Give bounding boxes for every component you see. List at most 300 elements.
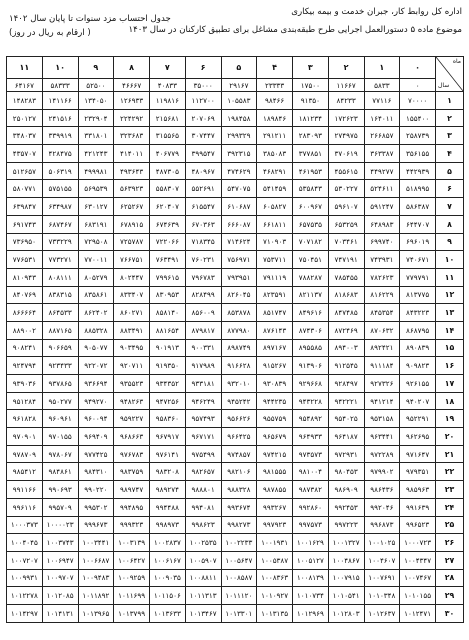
wage-cell: ۹۲۳۴۳۳ — [42, 357, 78, 375]
table-row — [7, 410, 464, 428]
wage-cell: ۹۸۱۰۰۴ — [293, 463, 329, 481]
table-row — [7, 551, 464, 569]
table-row — [7, 604, 464, 622]
wage-cell: ۵۸۶۳۸۷ — [400, 198, 436, 216]
month-header-cell: ۶ — [185, 57, 221, 79]
table-row — [7, 286, 464, 304]
wage-cell: ۷۸۸۲۸۷ — [293, 268, 329, 286]
year-header-cell: ۲ — [436, 109, 464, 127]
wage-cell: ۵۱۲۶۵۷ — [7, 162, 43, 180]
wage-cell: ۹۹۳۲۶۷ — [257, 498, 293, 516]
wage-cell: ۴۵۵۶۱۵ — [328, 162, 364, 180]
wage-cell: ۳۳۱۸۰۱ — [78, 127, 114, 145]
wage-cell: ۴۹۳۶۴۳ — [114, 162, 150, 180]
table-row — [7, 481, 464, 499]
wage-cell: ۸۱۳۷۷۵ — [400, 286, 436, 304]
wage-cell: ۹۰۱۹۱۳ — [150, 339, 186, 357]
wage-cell: ۹۵۵۷۵۹ — [257, 410, 293, 428]
zero-year-cell: ۴۰۸۳۳ — [150, 79, 186, 92]
wage-cell: ۹۱۹۳۵۰ — [150, 357, 186, 375]
wage-cell: ۹۴۰۲۰۷ — [400, 392, 436, 410]
corner-month-label: ماه — [452, 58, 461, 65]
wage-cell: ۸۷۷۹۸۰ — [221, 321, 257, 339]
wage-cell: ۶۲۵۲۶۷ — [114, 198, 150, 216]
wage-cell: ۸۹۴۰۰۳ — [328, 339, 364, 357]
wage-cell: ۹۳۶۶۹۴ — [78, 375, 114, 393]
wage-cell: ۹۸۸۳۲۸ — [221, 481, 257, 499]
wage-cell: ۵۲۴۶۱۱ — [364, 180, 400, 198]
wage-cell: ۳۰۷۴۴۷ — [185, 127, 221, 145]
wage-cell: ۱۰۰۴۶۰۷ — [364, 551, 400, 569]
wage-cell: ۱۰۱۰۳۴۸ — [364, 587, 400, 605]
wage-cell: ۷۰۳۴۶۱ — [328, 233, 364, 251]
year-header-cell: ۲۵ — [436, 516, 464, 534]
wage-cell: ۸۸۹۰۰۲ — [7, 321, 43, 339]
table-row — [7, 357, 464, 375]
wage-cell: ۹۲۷۳۲۶ — [364, 375, 400, 393]
wage-cell: ۹۸۶۹۰۹ — [328, 481, 364, 499]
wage-cell: ۹۳۲۰۱۰ — [221, 375, 257, 393]
wage-cell: ۹۸۷۳۸۲ — [293, 481, 329, 499]
wage-cell: ۹۶۵۶۷۹ — [257, 428, 293, 446]
wage-cell: ۹۹۵۷۰۹ — [42, 498, 78, 516]
year-header-cell: ۱۱ — [436, 268, 464, 286]
wage-cell: ۹۷۹۳۵۱ — [400, 463, 436, 481]
wage-cell: ۹۳۷۸۶۵ — [42, 375, 78, 393]
table-row — [7, 198, 464, 216]
wage-cell: ۱۰۰۷۹۱۵ — [328, 569, 364, 587]
wage-cell: ۱۰۰۵۱۲۷ — [293, 551, 329, 569]
wage-cell: ۱۳۴۰۵۰ — [78, 92, 114, 110]
wage-cell: ۷۵۳۷۱۱ — [257, 251, 293, 269]
month-header-cell: ۲ — [328, 57, 364, 79]
wage-cell: ۹۴۷۲۵۶ — [150, 392, 186, 410]
wage-cell: ۱۰۰۳۷۴۳ — [42, 534, 78, 552]
year-header-cell: ۳ — [436, 127, 464, 145]
wage-cell: ۴۹۹۹۸۱ — [78, 162, 114, 180]
table-row — [7, 321, 464, 339]
year-header-cell: ۲۲ — [436, 463, 464, 481]
table-row — [7, 251, 464, 269]
wage-cell: ۹۳۴۳۵۲ — [150, 375, 186, 393]
zero-year-cell: ۲۳۳۳۳ — [257, 79, 293, 92]
year-header-cell: ۲۴ — [436, 498, 464, 516]
wage-cell: ۳۲۳۶۸۳ — [114, 127, 150, 145]
wage-cell: ۱۰۱۴۲۹۷ — [7, 604, 43, 622]
wage-cell: ۸۱۶۲۲۹ — [364, 286, 400, 304]
month-header-cell: ۱۰ — [42, 57, 78, 79]
wage-cell: ۷۰۰۰۰ — [400, 92, 436, 110]
header-units-note: ( ارقام به ریال در روز) — [9, 28, 91, 38]
wage-cell: ۷۱۸۳۴۵ — [185, 233, 221, 251]
wage-cell: ۸۳۸۳۱۵ — [42, 286, 78, 304]
wage-cell: ۹۵۰۲۷۷ — [42, 392, 78, 410]
wage-cell: ۷۴۷۱۹۱ — [328, 251, 364, 269]
year-header-cell: ۱۷ — [436, 375, 464, 393]
wage-cell: ۹۹۴۴۸۸ — [150, 498, 186, 516]
wage-cell: ۱۰۰۲۵۳۵ — [185, 534, 221, 552]
wage-cell: ۱۴۱۱۶۶ — [42, 92, 78, 110]
wage-cell: ۴۴۹۲۷۷ — [364, 162, 400, 180]
wage-cell: ۱۰۱۰۹۲۷ — [257, 587, 293, 605]
wage-cell: ۶۶۱۸۱۱ — [257, 215, 293, 233]
wage-cell: ۲۹۱۲۱۱ — [257, 127, 293, 145]
wage-cell: ۹۵۹۲۲۷ — [114, 410, 150, 428]
wage-cell: ۸۶۶۶۶۴ — [7, 304, 43, 322]
table-row — [7, 233, 464, 251]
wage-cell: ۵۸۰۷۷۱ — [7, 180, 43, 198]
month-header-cell: ۸ — [114, 57, 150, 79]
wage-cell: ۲۰۷۰۶۹ — [185, 109, 221, 127]
year-header-cell: ۸ — [436, 215, 464, 233]
wage-cell: ۹۶۲۶۹۵ — [400, 428, 436, 446]
wage-cell: ۹۹۸۶۲۳ — [185, 516, 221, 534]
table-row — [7, 445, 464, 463]
wage-cell: ۵۰۶۳۱۹ — [42, 162, 78, 180]
wage-cell: ۸۷۴۳۰۶ — [293, 321, 329, 339]
wage-cell: ۹۷۸۷۰۹ — [7, 445, 43, 463]
header-subject: موضوع ماده ۵ دستورالعمل اجرایی طرح طبقه‌بندی مشاغل برای تطبیق کارکنان در سال ۱۴۰۳ — [128, 25, 462, 35]
wage-cell: ۱۰۰۴۳۴۷ — [400, 551, 436, 569]
wage-cell: ۹۱۶۶۲۸ — [221, 357, 257, 375]
wage-cell: ۸۴۵۳۵۴ — [364, 304, 400, 322]
wage-cell: ۹۷۴۸۵۷ — [221, 445, 257, 463]
wage-cell: ۹۶۱۸۲۸ — [7, 410, 43, 428]
year-header-cell: ۵ — [436, 162, 464, 180]
wage-cell: ۸۷۹۸۱۷ — [185, 321, 221, 339]
wage-cell: ۹۹۹۳۲۳ — [114, 516, 150, 534]
year-header-cell: ۱۰ — [436, 251, 464, 269]
wage-cell: ۵۴۱۴۵۹ — [257, 180, 293, 198]
wage-cell: ۹۱۳۹۰۶ — [293, 357, 329, 375]
year-header-cell: ۲۶ — [436, 534, 464, 552]
table-row — [7, 145, 464, 163]
wage-cell: ۹۱۲۵۴۵ — [328, 357, 364, 375]
wage-cell: ۸۰۸۱۱۱ — [42, 268, 78, 286]
wage-cell: ۱۰۰۳۱۳۹ — [114, 534, 150, 552]
zero-year-cell: ۵۸۳۳ — [364, 79, 400, 92]
wage-cell: ۷۸۲۶۲۳ — [364, 268, 400, 286]
wage-cell: ۱۰۱۲۰۸۵ — [42, 587, 78, 605]
wage-cell: ۹۶۷۱۷۱ — [185, 428, 221, 446]
wage-cell: ۷۰۷۱۸۲ — [293, 233, 329, 251]
month-header-cell: ۰ — [400, 57, 436, 79]
wage-cell: ۱۰۰۸۵۸۷ — [221, 569, 257, 587]
wage-cell: ۵۴۷۰۷۵ — [221, 180, 257, 198]
wage-cell: ۷۱۰۹۰۳ — [257, 233, 293, 251]
wage-cell: ۱۰۰۱۹۳۱ — [257, 534, 293, 552]
year-header-cell: ۱۴ — [436, 321, 464, 339]
wage-cell: ۹۹۵۳۰۲ — [78, 498, 114, 516]
wage-cell: ۶۳۰۱۲۷ — [78, 198, 114, 216]
wage-cell: ۸۵۳۸۷۸ — [221, 304, 257, 322]
wage-cell: ۱۰۰۱۰۲۵ — [364, 534, 400, 552]
wage-cell: ۱۰۱۰۷۳۴ — [293, 587, 329, 605]
wage-cell: ۹۳۵۵۲۳ — [114, 375, 150, 393]
year-header-cell: ۱۶ — [436, 357, 464, 375]
wage-cell: ۹۴۸۲۶۳ — [114, 392, 150, 410]
wage-cell: ۹۸۴۶۶ — [257, 92, 293, 110]
wage-cell: ۱۰۱۳۹۶۵ — [78, 604, 114, 622]
corner-year-label: سال — [438, 82, 450, 89]
year-header-cell: ۱۲ — [436, 286, 464, 304]
year-header-cell: ۱۹ — [436, 410, 464, 428]
zero-year-cell: ۰ — [400, 79, 436, 92]
wage-cell: ۹۹۰۶۹۳ — [42, 481, 78, 499]
wage-cell: ۱۰۱۲۲۷۸ — [7, 587, 43, 605]
wage-cell: ۹۸۵۴۱۲ — [7, 463, 43, 481]
wage-cell: ۱۰۰۷۴۶۷ — [400, 569, 436, 587]
wage-cell: ۹۳۹۰۳۶ — [7, 375, 43, 393]
wage-cell: ۶۸۷۴۶۷ — [42, 215, 78, 233]
zero-year-cell: ۲۹۱۶۷ — [221, 79, 257, 92]
wage-cell: ۹۶۳۴۴۱ — [364, 428, 400, 446]
wage-cell: ۱۴۸۲۸۳ — [7, 92, 43, 110]
wage-cell: ۱۰۰۰۳۷۳ — [7, 516, 43, 534]
wage-cell: ۱۰۰۱۶۲۹ — [293, 534, 329, 552]
wage-cell: ۹۸۸۸۰۱ — [185, 481, 221, 499]
table-row — [7, 162, 464, 180]
wage-cell: ۹۰۶۶۵۹ — [42, 339, 78, 357]
wage-cell: ۵۶۹۵۳۹ — [78, 180, 114, 198]
wage-cell: ۹۷۳۵۷۳ — [293, 445, 329, 463]
wage-cell: ۹۶۴۱۸۷ — [328, 428, 364, 446]
wage-cell: ۹۹۴۰۸۱ — [185, 498, 221, 516]
wage-cell: ۱۲۶۹۳۳ — [114, 92, 150, 110]
wage-cell: ۱۰۰۶۱۶۷ — [150, 551, 186, 569]
wage-cell: ۹۹۷۵۷۳ — [293, 516, 329, 534]
wage-cell: ۸۹۷۱۶۷ — [257, 339, 293, 357]
wage-cell: ۱۰۱۳۴۶۷ — [185, 604, 221, 622]
year-header-cell: ۳۰ — [436, 604, 464, 622]
wage-cell: ۴۸۰۹۶۷ — [185, 162, 221, 180]
wage-cell: ۱۰۱۲۶۳۷ — [364, 604, 400, 622]
wage-cell: ۱۰۱۲۴۷۱ — [400, 604, 436, 622]
wage-cell: ۹۸۷۸۵۵ — [257, 481, 293, 499]
year-header-cell: ۱ — [436, 92, 464, 110]
table-row — [7, 534, 464, 552]
wage-cell: ۹۲۲۰۷۲ — [78, 357, 114, 375]
wage-cell: ۸۵۱۷۴۷ — [257, 304, 293, 322]
wage-cell: ۷۴۰۶۷۱ — [400, 251, 436, 269]
wage-cell: ۴۳۵۷۰۷ — [7, 145, 43, 163]
wage-cell: ۹۷۱۶۴۷ — [400, 445, 436, 463]
wage-cell: ۱۰۰۲۲۳۳ — [221, 534, 257, 552]
table-row — [7, 498, 464, 516]
wage-cell: ۹۸۳۷۵۹ — [114, 463, 150, 481]
wage-cell: ۷۵۶۹۷۱ — [221, 251, 257, 269]
wage-cell: ۲۵۰۱۲۷ — [7, 109, 43, 127]
wage-cell: ۹۹۴۸۹۵ — [114, 498, 150, 516]
wage-cell: ۹۹۸۲۷۳ — [221, 516, 257, 534]
wage-cell: ۸۶۸۷۹۵ — [400, 321, 436, 339]
wage-cell: ۹۹۸۹۷۳ — [150, 516, 186, 534]
wage-cell: ۲۴۱۵۱۶ — [42, 109, 78, 127]
wage-cell: ۳۸۵۰۸۳ — [257, 145, 293, 163]
wage-cell: ۹۸۶۴۳۶ — [364, 481, 400, 499]
wage-cell: ۶۳۴۹۸۷ — [42, 198, 78, 216]
wage-cell: ۹۹۶۱۱۶ — [7, 498, 43, 516]
wage-cell: ۱۰۵۵۸۳ — [221, 92, 257, 110]
wage-cell: ۷۶۳۴۹۱ — [150, 251, 186, 269]
wage-cell: ۹۰۸۲۴۱ — [7, 339, 43, 357]
wage-cell: ۱۰۰۳۴۴۱ — [78, 534, 114, 552]
year-header-cell: ۲۷ — [436, 551, 464, 569]
wage-cell: ۱۰۱۰۵۴۱ — [328, 587, 364, 605]
wage-cell: ۸۸۳۴۹۱ — [114, 321, 150, 339]
table-row — [7, 516, 464, 534]
wage-cell: ۱۰۰۶۶۸۷ — [78, 551, 114, 569]
wage-cell: ۱۱۲۷۰۰ — [185, 92, 221, 110]
wage-cell: ۸۰۵۲۷۹ — [78, 268, 114, 286]
wage-cell: ۲۷۴۹۷۵ — [328, 127, 364, 145]
wage-cell: ۷۸۵۴۵۵ — [328, 268, 364, 286]
wage-cell: ۱۰۰۶۴۲۷ — [114, 551, 150, 569]
wage-cell: ۴۶۸۲۹۱ — [257, 162, 293, 180]
table-row — [7, 392, 464, 410]
wage-cell: ۱۰۰۶۹۴۷ — [42, 551, 78, 569]
wage-cell: ۹۹۶۵۲۳ — [400, 516, 436, 534]
table-row — [7, 92, 464, 110]
table-row — [7, 215, 464, 233]
wage-cell: ۹۴۱۲۱۴ — [364, 392, 400, 410]
wage-cell: ۱۰۰۹۲۵۹ — [114, 569, 150, 587]
wage-cell: ۹۵۲۲۹۱ — [400, 410, 436, 428]
year-header-cell: ۱۸ — [436, 392, 464, 410]
wage-cell: ۶۳۹۸۴۷ — [7, 198, 43, 216]
wage-cell: ۹۸۲۶۵۷ — [185, 463, 221, 481]
wage-cell: ۹۹۲۴۵۳ — [328, 498, 364, 516]
wage-cell: ۷۷۹۷۹۱ — [400, 268, 436, 286]
wage-cell: ۸۱۸۶۸۳ — [328, 286, 364, 304]
wage-cell: ۵۶۳۹۲۳ — [114, 180, 150, 198]
wage-cell: ۹۷۵۴۹۹ — [185, 445, 221, 463]
wage-cell: ۹۷۲۹۳۱ — [328, 445, 364, 463]
table-body — [7, 92, 464, 623]
header-table-title: جدول احتساب مزد سنوات تا پایان سال ۱۴۰۲ — [9, 14, 171, 24]
wage-cell: ۵۵۸۳۰۷ — [150, 180, 186, 198]
month-header-row — [7, 57, 464, 79]
wage-cell: ۹۸۵۹۶۳ — [400, 481, 436, 499]
wage-cell: ۳۵۶۱۵۵ — [400, 145, 436, 163]
table-row — [7, 463, 464, 481]
wage-cell: ۵۹۶۱۰۷ — [328, 198, 364, 216]
wage-cell: ۱۸۹۸۴۶ — [257, 109, 293, 127]
wage-cell: ۸۱۰۹۴۳ — [7, 268, 43, 286]
wage-cell: ۱۱۹۸۱۶ — [150, 92, 186, 110]
wage-cell: ۳۷۷۸۵۱ — [293, 145, 329, 163]
wage-cell: ۶۵۳۲۵۹ — [328, 215, 364, 233]
wage-cell: ۷۳۶۹۵۰ — [7, 233, 43, 251]
wage-cell: ۱۰۰۷۶۹۱ — [364, 569, 400, 587]
wage-cell: ۹۰۰۳۳۱ — [185, 339, 221, 357]
wage-cell: ۸۷۲۴۶۹ — [328, 321, 364, 339]
wage-cell: ۱۰۰۴۸۶۷ — [328, 551, 364, 569]
wage-cell: ۱۰۱۱۸۹۲ — [78, 587, 114, 605]
year-header-cell: ۲۱ — [436, 445, 464, 463]
wage-cell: ۱۰۰۹۷۰۷ — [42, 569, 78, 587]
year-header-cell: ۱۵ — [436, 339, 464, 357]
month-header-cell: ۹ — [78, 57, 114, 79]
wage-cell: ۶۷۸۹۱۵ — [114, 215, 150, 233]
wage-cell: ۹۶۶۴۲۵ — [221, 428, 257, 446]
wage-cell: ۹۰۵۰۷۷ — [78, 339, 114, 357]
wage-cell: ۹۵۱۲۸۴ — [7, 392, 43, 410]
wage-cell: ۲۵۸۷۳۹ — [400, 127, 436, 145]
wage-cell: ۹۷۶۱۴۱ — [150, 445, 186, 463]
wage-cell: ۹۷۰۱۵۵ — [42, 428, 78, 446]
wage-cell: ۷۴۳۹۳۱ — [364, 251, 400, 269]
wage-cell: ۸۶۲۴۰۲ — [78, 304, 114, 322]
wage-cell: ۱۰۰۸۱۳۹ — [293, 569, 329, 587]
wage-cell: ۹۲۶۱۵۵ — [400, 375, 436, 393]
table-row — [7, 304, 464, 322]
wage-cell: ۶۴۸۹۸۳ — [364, 215, 400, 233]
table-row — [7, 569, 464, 587]
zero-year-cell: ۳۵۰۰۰ — [185, 79, 221, 92]
wage-cell: ۹۸۴۸۶۱ — [42, 463, 78, 481]
wage-cell: ۵۳۵۸۴۳ — [293, 180, 329, 198]
year-header-cell: ۶ — [436, 180, 464, 198]
wage-cell: ۵۹۱۲۴۷ — [364, 198, 400, 216]
wage-cell: ۲۳۲۹۰۴ — [78, 109, 114, 127]
wage-cell: ۹۴۹۲۷۰ — [78, 392, 114, 410]
wage-cell: ۹۱۱۱۸۴ — [364, 357, 400, 375]
wage-cell: ۹۶۴۹۳۳ — [293, 428, 329, 446]
wage-cell: ۹۴۲۲۲۱ — [328, 392, 364, 410]
year-header-cell: ۲۹ — [436, 587, 464, 605]
wage-cell: ۹۰۹۸۲۳ — [400, 357, 436, 375]
wage-cell: ۹۹۰۲۲۰ — [78, 481, 114, 499]
wage-cell: ۱۹۸۴۵۸ — [221, 109, 257, 127]
year-header-cell: ۹ — [436, 233, 464, 251]
wage-cell: ۷۹۹۶۱۵ — [150, 268, 186, 286]
wage-cell: ۹۱۷۹۸۹ — [185, 357, 221, 375]
zero-year-cell: ۱۱۶۶۷ — [328, 79, 364, 92]
table-row — [7, 109, 464, 127]
wage-cell: ۱۰۰۸۸۱۱ — [185, 569, 221, 587]
wage-cell: ۹۹۱۱۶۶ — [7, 481, 43, 499]
wage-cell: ۴۷۴۶۲۹ — [221, 162, 257, 180]
table-row — [7, 375, 464, 393]
wage-cell: ۹۹۱۶۳۹ — [400, 498, 436, 516]
wage-cell: ۸۲۳۵۹۱ — [257, 286, 293, 304]
wage-cell: ۹۴۶۲۴۹ — [185, 392, 221, 410]
wage-cell: ۶۷۴۶۳۹ — [150, 215, 186, 233]
wage-cell: ۸۷۶۱۴۳ — [257, 321, 293, 339]
wage-cell: ۹۴۵۲۴۲ — [221, 392, 257, 410]
wage-cell: ۸۸۵۳۲۸ — [78, 321, 114, 339]
wage-cell: ۴۴۲۹۳۹ — [400, 162, 436, 180]
wage-cell: ۷۲۲۰۶۶ — [150, 233, 186, 251]
wage-cell: ۹۵۷۴۹۳ — [185, 410, 221, 428]
wage-cell: ۴۲۸۴۷۵ — [42, 145, 78, 163]
wage-cell: ۹۵۴۸۹۲ — [293, 410, 329, 428]
wage-cell: ۸۴۹۶۱۶ — [293, 304, 329, 322]
wage-cell: ۹۸۹۲۷۴ — [150, 481, 186, 499]
wage-cell: ۸۹۸۷۴۹ — [221, 339, 257, 357]
wage-cell: ۹۲۸۴۹۷ — [328, 375, 364, 393]
wage-cell: ۶۹۹۷۴۰ — [364, 233, 400, 251]
wage-cell: ۹۶۹۴۰۹ — [78, 428, 114, 446]
wage-cell: ۱۰۰۸۳۶۳ — [257, 569, 293, 587]
wage-cell: ۹۴۳۲۲۸ — [293, 392, 329, 410]
year-header-cell: ۴ — [436, 145, 464, 163]
wage-cell: ۹۷۷۴۲۵ — [78, 445, 114, 463]
wage-cell: ۹۳۳۱۸۱ — [185, 375, 221, 393]
wage-cell: ۹۶۷۹۱۷ — [150, 428, 186, 446]
wage-cell: ۸۹۵۵۸۵ — [293, 339, 329, 357]
